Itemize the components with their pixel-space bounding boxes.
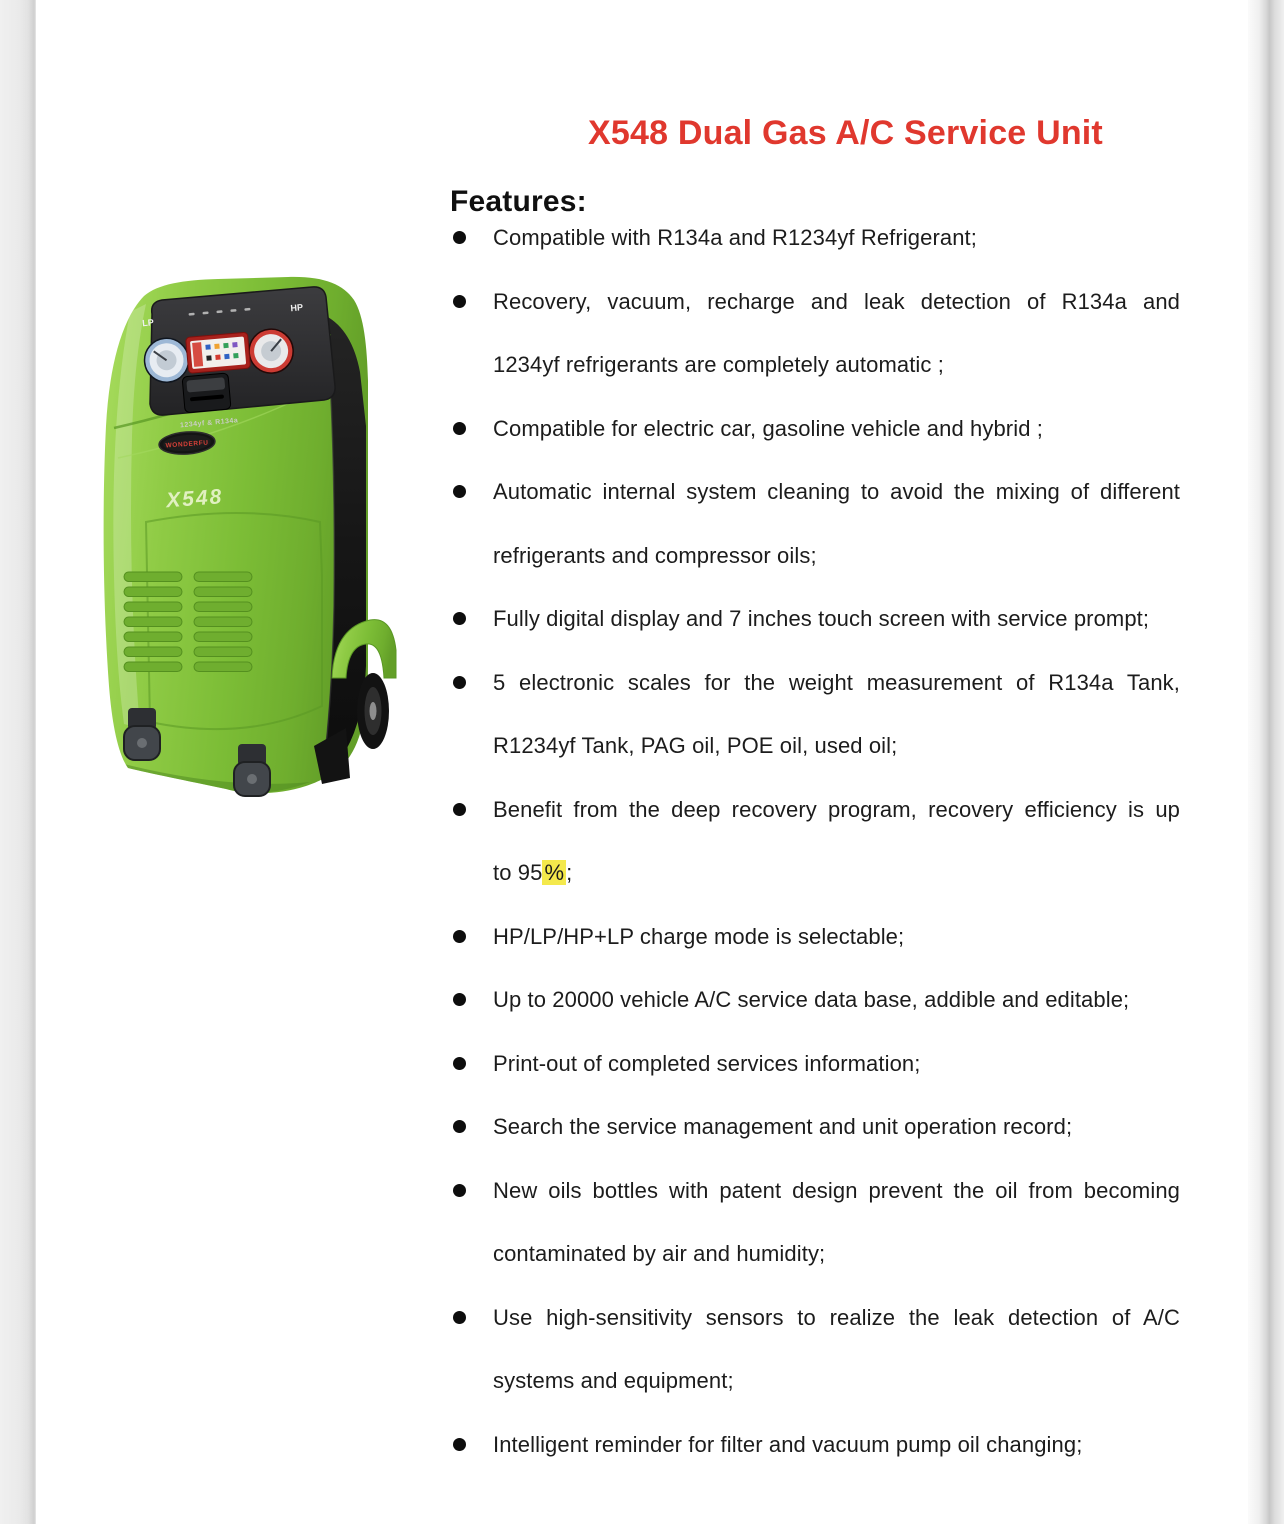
feature-text <box>493 1032 1180 1096</box>
feature-item <box>453 651 1180 778</box>
feature-line: refrigerants and compressor oils; <box>493 542 817 568</box>
vent-slat <box>124 647 182 657</box>
feature-text <box>493 460 1180 587</box>
product-image <box>88 276 410 821</box>
bullet-icon <box>453 612 466 625</box>
vent-slat <box>194 632 252 642</box>
feature-line: 1234yf refrigerants are completely automatic ; <box>493 352 944 377</box>
feature-line: 5 electronic scales for the weight measurement of R134a Tank, <box>493 669 1180 695</box>
bullet-cell <box>453 968 493 1032</box>
feature-item <box>453 397 1180 461</box>
bullet-cell <box>453 651 493 715</box>
bullet-icon <box>453 930 466 943</box>
feature-line: Fully digital display and 7 inches touch screen with service prompt; <box>493 606 1150 631</box>
page-left-margin <box>0 0 36 1524</box>
touchscreen <box>186 332 251 373</box>
rear-wheel <box>357 673 389 749</box>
feature-line: Recovery, vacuum, recharge and leak detection of R134a and <box>493 288 1180 314</box>
features-list <box>453 206 1180 1476</box>
feature-text <box>493 206 1180 270</box>
bullet-cell <box>453 587 493 651</box>
bullet-icon <box>453 676 466 689</box>
vent-slat <box>124 602 182 612</box>
feature-line: R1234yf Tank, PAG oil, POE oil, used oil; <box>493 733 898 758</box>
feature-text <box>493 397 1180 461</box>
feature-item <box>453 1286 1180 1413</box>
features-heading: Features: <box>450 184 587 218</box>
panel-icon <box>189 313 195 316</box>
vent-slat <box>194 662 252 672</box>
feature-item <box>453 778 1180 905</box>
vent-slat <box>124 632 182 642</box>
bullet-icon <box>453 1438 466 1451</box>
bullet-cell <box>453 905 493 969</box>
vent-slat <box>194 602 252 612</box>
feature-item <box>453 1159 1180 1286</box>
feature-line: Search the service management and unit operation record; <box>493 1114 1073 1139</box>
panel-icon <box>202 311 208 314</box>
feature-item <box>453 1413 1180 1477</box>
vent-slat <box>124 617 182 627</box>
page-title: X548 Dual Gas A/C Service Unit <box>588 113 1103 152</box>
vent-slat <box>124 572 182 582</box>
feature-line: to 95%; <box>493 860 573 885</box>
feature-line: Compatible with R134a and R1234yf Refrigerant; <box>493 225 977 250</box>
vent-slat <box>194 572 252 582</box>
bullet-cell <box>453 397 493 461</box>
caster-icon <box>234 744 270 796</box>
bullet-cell <box>453 1286 493 1350</box>
feature-line: contaminated by air and humidity; <box>493 1241 826 1266</box>
feature-text <box>493 968 1180 1032</box>
bullet-cell <box>453 1095 493 1159</box>
bullet-icon <box>453 485 466 498</box>
bullet-cell <box>453 1032 493 1096</box>
vent-slat <box>124 587 182 597</box>
feature-text <box>493 587 1180 651</box>
feature-item <box>453 1032 1180 1096</box>
feature-item <box>453 460 1180 587</box>
vent-slat <box>194 617 252 627</box>
vent-slat <box>194 647 252 657</box>
feature-text <box>493 1159 1180 1286</box>
bullet-icon <box>453 1311 466 1324</box>
vent-slat <box>194 587 252 597</box>
feature-text <box>493 905 1180 969</box>
feature-item <box>453 1095 1180 1159</box>
feature-item <box>453 206 1180 270</box>
brand-label: WONDERFU <box>165 439 209 450</box>
model-label: X548 <box>165 485 224 513</box>
caster-icon <box>124 708 160 760</box>
feature-text <box>493 778 1180 905</box>
feature-line: Print-out of completed services information; <box>493 1050 921 1076</box>
bullet-icon <box>453 1120 466 1133</box>
bullet-cell <box>453 206 493 270</box>
bullet-icon <box>453 803 466 816</box>
feature-text <box>493 1286 1180 1413</box>
feature-line: Use high-sensitivity sensors to realize the leak detection of A/C <box>493 1304 1180 1330</box>
highlighted-text: % <box>544 860 565 885</box>
feature-item <box>453 270 1180 397</box>
feature-text <box>493 270 1180 397</box>
refrigerant-label: 1234yf & R134a <box>179 417 239 430</box>
feature-line: Up to 20000 vehicle A/C service data base, addible and editable; <box>493 987 1130 1012</box>
feature-text <box>493 1095 1180 1159</box>
feature-text <box>493 651 1180 778</box>
hp-label: HP <box>290 302 304 314</box>
feature-item <box>453 905 1180 969</box>
feature-line: Compatible for electric car, gasoline vehicle and hybrid ; <box>493 415 1043 441</box>
feature-line: HP/LP/HP+LP charge mode is selectable; <box>493 923 905 949</box>
bullet-cell <box>453 460 493 524</box>
bullet-cell <box>453 1413 493 1477</box>
feature-line: New oils bottles with patent design prevent the oil from becoming <box>493 1177 1180 1203</box>
vent-slat <box>124 662 182 672</box>
bullet-icon <box>453 422 466 435</box>
bullet-cell <box>453 1159 493 1223</box>
page-right-margin <box>1248 0 1284 1524</box>
bullet-icon <box>453 1057 466 1070</box>
feature-line: Intelligent reminder for filter and vacuum pump oil changing; <box>493 1431 1083 1457</box>
feature-line: Automatic internal system cleaning to avoid the mixing of different <box>493 479 1180 504</box>
bullet-icon <box>453 231 466 244</box>
lp-label: LP <box>141 317 155 329</box>
feature-line: systems and equipment; <box>493 1368 734 1393</box>
bullet-icon <box>453 1184 466 1197</box>
bullet-cell <box>453 778 493 842</box>
bullet-icon <box>453 295 466 308</box>
panel-icon <box>216 310 222 313</box>
feature-line: Benefit from the deep recovery program, recovery efficiency is up <box>493 796 1180 822</box>
feature-text <box>493 1413 1180 1477</box>
panel-icon <box>244 308 250 311</box>
bullet-icon <box>453 993 466 1006</box>
bullet-cell <box>453 270 493 334</box>
feature-item <box>453 968 1180 1032</box>
feature-item <box>453 587 1180 651</box>
printer <box>182 373 231 413</box>
panel-icon <box>230 309 236 312</box>
